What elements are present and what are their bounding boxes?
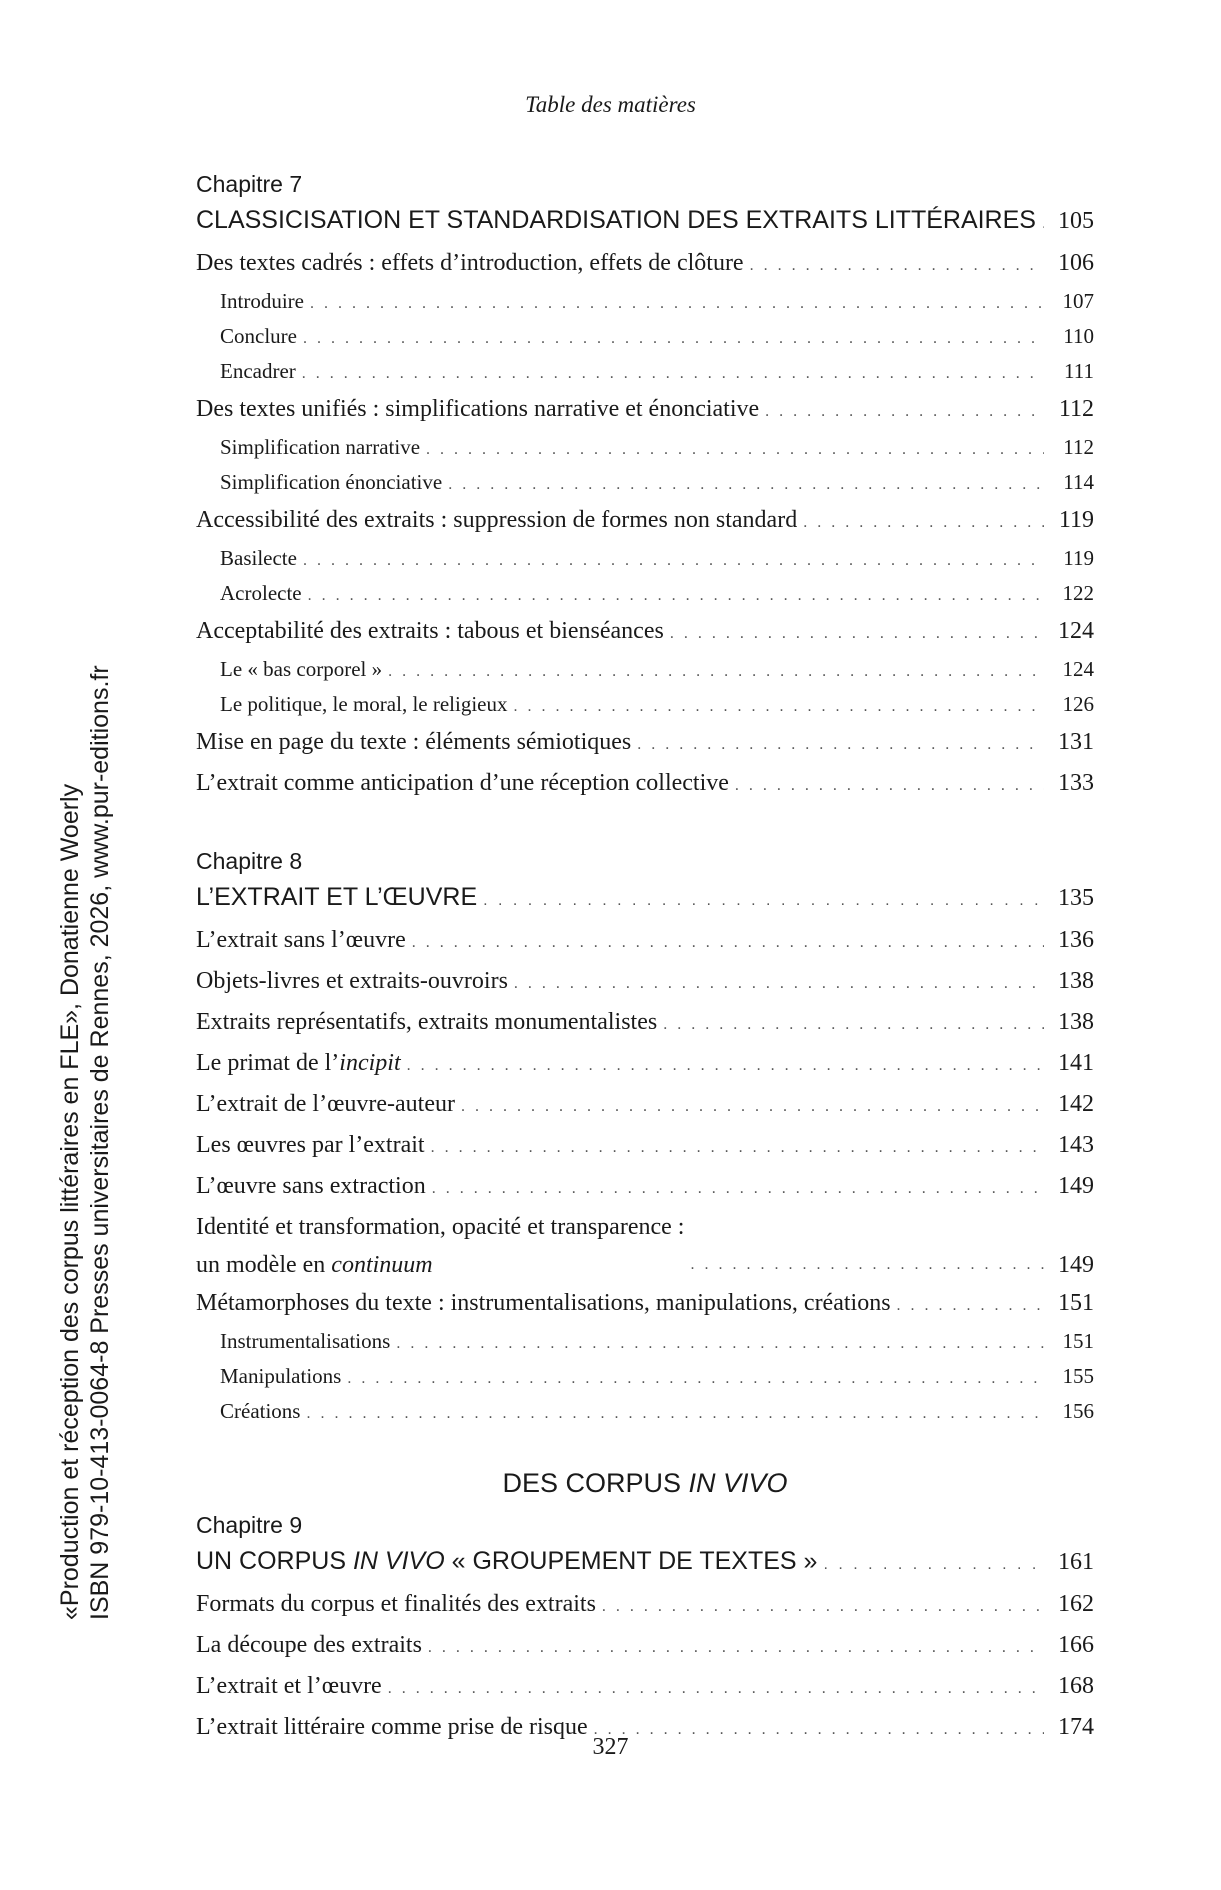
toc-subentry[interactable] — [196, 285, 1094, 320]
toc-entry[interactable] — [196, 1044, 1094, 1085]
leader-dots — [823, 1545, 1044, 1585]
toc-entry-title: Métamorphoses du texte : instrumentalisations, manipulations, créations — [196, 1290, 891, 1316]
toc-entry-page: 156 — [1062, 1399, 1094, 1423]
toc-entry-page: 138 — [1058, 968, 1094, 994]
toc-entry-page: 174 — [1058, 1714, 1094, 1740]
toc-subentry[interactable] — [196, 653, 1094, 688]
copyright-side-note — [55, 665, 115, 1620]
toc-entry-page: 136 — [1058, 927, 1094, 953]
toc-entry-title: Encadrer — [220, 359, 296, 383]
toc-entry-title: Acceptabilité des extraits : tabous et bienséances — [196, 618, 664, 644]
toc-subentry[interactable] — [196, 320, 1094, 355]
toc-entry-page: 138 — [1058, 1009, 1094, 1035]
leader-dots — [483, 881, 1044, 921]
leader-dots — [735, 767, 1044, 805]
leader-dots — [690, 1246, 1044, 1284]
toc-subentry[interactable] — [196, 1325, 1094, 1360]
toc-entry-page: 133 — [1058, 770, 1094, 796]
chapter-8-title: L’EXTRAIT ET L’ŒUVRE — [196, 883, 478, 911]
toc-entry-page: 119 — [1058, 507, 1094, 533]
toc-entry-title: Extraits représentatifs, extraits monumentalistes — [196, 1009, 658, 1035]
toc-entry-page: 155 — [1062, 1364, 1094, 1388]
part-title-text: DES CORPUS — [502, 1468, 689, 1498]
leader-dots — [428, 1629, 1044, 1667]
leader-dots — [412, 924, 1044, 962]
toc-entry-title-text: Le primat de l’ — [196, 1050, 340, 1076]
toc-entry[interactable] — [196, 501, 1094, 542]
chapter-8-label: Chapitre 8 — [196, 848, 303, 874]
toc-entry-page: 126 — [1062, 692, 1094, 716]
toc-entry-title-italic: continuum — [331, 1252, 433, 1278]
toc-entry-title: Manipulations — [220, 1364, 342, 1388]
toc-entry[interactable] — [196, 764, 1094, 805]
toc-entry-title: Introduire — [220, 289, 304, 313]
chapter-9-title-entry[interactable] — [196, 1541, 1094, 1585]
leader-dots — [637, 726, 1044, 764]
leader-dots — [426, 434, 1044, 466]
toc-entry-title: Accessibilité des extraits : suppression de formes non standard — [196, 507, 798, 533]
toc-entry-page: 151 — [1062, 1329, 1094, 1353]
leader-dots — [432, 1170, 1044, 1208]
toc-entry-title: L’extrait sans l’œuvre — [196, 927, 406, 953]
chapter-9-page: 161 — [1058, 1549, 1094, 1575]
toc-entry-title: Conclure — [220, 324, 297, 348]
leader-dots — [765, 393, 1044, 431]
chapter-9-title — [196, 1541, 817, 1581]
toc-entry-page: 141 — [1058, 1050, 1094, 1076]
toc-entry-page: 168 — [1058, 1673, 1094, 1699]
toc-entry-title: Des textes cadrés : effets d’introduction, effets de clôture — [196, 250, 744, 276]
leader-dots — [347, 1363, 1044, 1395]
toc-entry[interactable] — [196, 1167, 1094, 1208]
toc-entry-title: Simplification énonciative — [220, 470, 443, 494]
toc-entry-page: 112 — [1063, 435, 1094, 459]
toc-entry[interactable] — [196, 1126, 1094, 1167]
leader-dots — [388, 656, 1044, 688]
chapter-7-label: Chapitre 7 — [196, 171, 303, 197]
leader-dots — [407, 1047, 1044, 1085]
leader-dots — [670, 615, 1044, 653]
table-of-contents — [196, 168, 1094, 1749]
toc-entry-title: L’extrait de l’œuvre-auteur — [196, 1091, 455, 1117]
toc-entry[interactable] — [196, 723, 1094, 764]
toc-entry-page: 166 — [1058, 1632, 1094, 1658]
toc-subentry[interactable] — [196, 577, 1094, 612]
toc-entry-page: 112 — [1058, 396, 1094, 422]
toc-entry-page: 142 — [1058, 1091, 1094, 1117]
toc-entry[interactable] — [196, 612, 1094, 653]
leader-dots — [663, 1006, 1044, 1044]
toc-entry-page: 114 — [1063, 470, 1094, 494]
toc-subentry[interactable] — [196, 355, 1094, 390]
leader-dots — [1042, 204, 1044, 244]
toc-entry-title: Acrolecte — [220, 581, 302, 605]
leader-dots — [310, 288, 1044, 320]
toc-entry-title: Mise en page du texte : éléments sémiotiques — [196, 729, 632, 755]
toc-entry[interactable] — [196, 1284, 1094, 1325]
toc-entry-page: 143 — [1058, 1132, 1094, 1158]
toc-entry-title-line-2 — [196, 1246, 684, 1284]
leader-dots — [897, 1287, 1044, 1325]
chapter-9-label: Chapitre 9 — [196, 1512, 303, 1538]
toc-entry-title: Basilecte — [220, 546, 297, 570]
toc-entry-page: 111 — [1064, 359, 1094, 383]
toc-entry[interactable] — [196, 1626, 1094, 1667]
toc-entry-page: 122 — [1062, 581, 1094, 605]
leader-dots — [514, 965, 1044, 1003]
toc-entry-page: 107 — [1062, 289, 1094, 313]
leader-dots — [448, 469, 1044, 501]
leader-dots — [388, 1670, 1044, 1708]
leader-dots — [396, 1328, 1044, 1360]
leader-dots — [431, 1129, 1044, 1167]
toc-entry-title — [196, 1208, 684, 1284]
toc-entry-page: 149 — [1058, 1252, 1094, 1278]
leader-dots — [602, 1588, 1044, 1626]
leader-dots — [303, 545, 1044, 577]
toc-entry-page: 124 — [1058, 618, 1094, 644]
leader-dots — [750, 247, 1044, 285]
copyright-line-1: «Production et réception des corpus littéraires en FLE», Donatienne Woerly — [56, 783, 84, 1620]
toc-entry-page: 106 — [1058, 250, 1094, 276]
leader-dots — [303, 323, 1044, 355]
toc-subentry[interactable] — [196, 1360, 1094, 1395]
toc-entry-title-italic: incipit — [339, 1050, 401, 1076]
toc-entry-title: Le « bas corporel » — [220, 657, 383, 681]
leader-dots — [302, 358, 1044, 390]
toc-entry-page: 110 — [1063, 324, 1094, 348]
toc-entry-title: Instrumentalisations — [220, 1329, 391, 1353]
chapter-9-title-suffix: « GROUPEMENT DE TEXTES » — [444, 1547, 818, 1575]
toc-entry-title: L’œuvre sans extraction — [196, 1173, 426, 1199]
toc-entry-title-line-1: Identité et transformation, opacité et transparence : — [196, 1214, 685, 1240]
toc-entry[interactable] — [196, 1585, 1094, 1626]
toc-entry[interactable] — [196, 962, 1094, 1003]
running-head: Table des matières — [525, 92, 696, 117]
toc-entry[interactable] — [196, 390, 1094, 431]
page-number: 327 — [592, 1734, 629, 1760]
toc-entry-title: Créations — [220, 1399, 301, 1423]
chapter-8-page: 135 — [1058, 885, 1094, 911]
toc-subentry[interactable] — [196, 688, 1094, 723]
toc-entry[interactable] — [196, 1085, 1094, 1126]
leader-dots — [803, 504, 1044, 542]
chapter-8-title-entry[interactable] — [196, 877, 1094, 921]
toc-entry-title: L’extrait comme anticipation d’une réception collective — [196, 770, 729, 796]
toc-entry[interactable] — [196, 1003, 1094, 1044]
toc-subentry[interactable] — [196, 431, 1094, 466]
toc-entry-title: L’extrait et l’œuvre — [196, 1673, 382, 1699]
toc-entry-page: 124 — [1062, 657, 1094, 681]
toc-entry[interactable] — [196, 1667, 1094, 1708]
toc-entry-page: 162 — [1058, 1591, 1094, 1617]
toc-entry-title: La découpe des extraits — [196, 1632, 422, 1658]
leader-dots — [461, 1088, 1044, 1126]
chapter-7-title: CLASSICISATION ET STANDARDISATION DES EXTRAITS LITTÉRAIRES — [196, 206, 1036, 234]
toc-subentry[interactable] — [196, 1395, 1094, 1430]
toc-subentry[interactable] — [196, 466, 1094, 501]
chapter-9-title-prefix: UN CORPUS — [196, 1547, 353, 1575]
part-title — [196, 1468, 1094, 1499]
chapter-9-title-italic: IN VIVO — [352, 1547, 445, 1575]
toc-entry-title: Formats du corpus et finalités des extraits — [196, 1591, 596, 1617]
part-title-italic: IN VIVO — [688, 1468, 788, 1498]
toc-entry-page: 131 — [1058, 729, 1094, 755]
leader-dots — [514, 691, 1045, 723]
toc-entry-page: 149 — [1058, 1173, 1094, 1199]
toc-entry-title: L’extrait littéraire comme prise de risque — [196, 1714, 588, 1740]
toc-entry-title: Objets-livres et extraits-ouvroirs — [196, 968, 508, 994]
toc-entry[interactable] — [196, 921, 1094, 962]
toc-subentry[interactable] — [196, 542, 1094, 577]
leader-dots — [306, 1398, 1044, 1430]
toc-entry[interactable] — [196, 1208, 1094, 1284]
toc-entry-page: 119 — [1063, 546, 1094, 570]
toc-entry[interactable] — [196, 244, 1094, 285]
toc-entry-title: Les œuvres par l’extrait — [196, 1132, 425, 1158]
chapter-7-page: 105 — [1058, 208, 1094, 234]
toc-entry-title: Le politique, le moral, le religieux — [220, 692, 508, 716]
toc-entry-page: 151 — [1058, 1290, 1094, 1316]
toc-entry-title-text: un modèle en — [196, 1252, 332, 1278]
toc-entry-title — [196, 1044, 401, 1082]
toc-entry-title: Des textes unifiés : simplifications narrative et énonciative — [196, 396, 760, 422]
copyright-line-2: ISBN 979-10-413-0064-8 Presses universitaires de Rennes, 2026, www.pur-editions.fr — [86, 665, 114, 1620]
chapter-7-title-entry[interactable] — [196, 200, 1094, 244]
leader-dots — [308, 580, 1044, 612]
toc-entry-title: Simplification narrative — [220, 435, 421, 459]
